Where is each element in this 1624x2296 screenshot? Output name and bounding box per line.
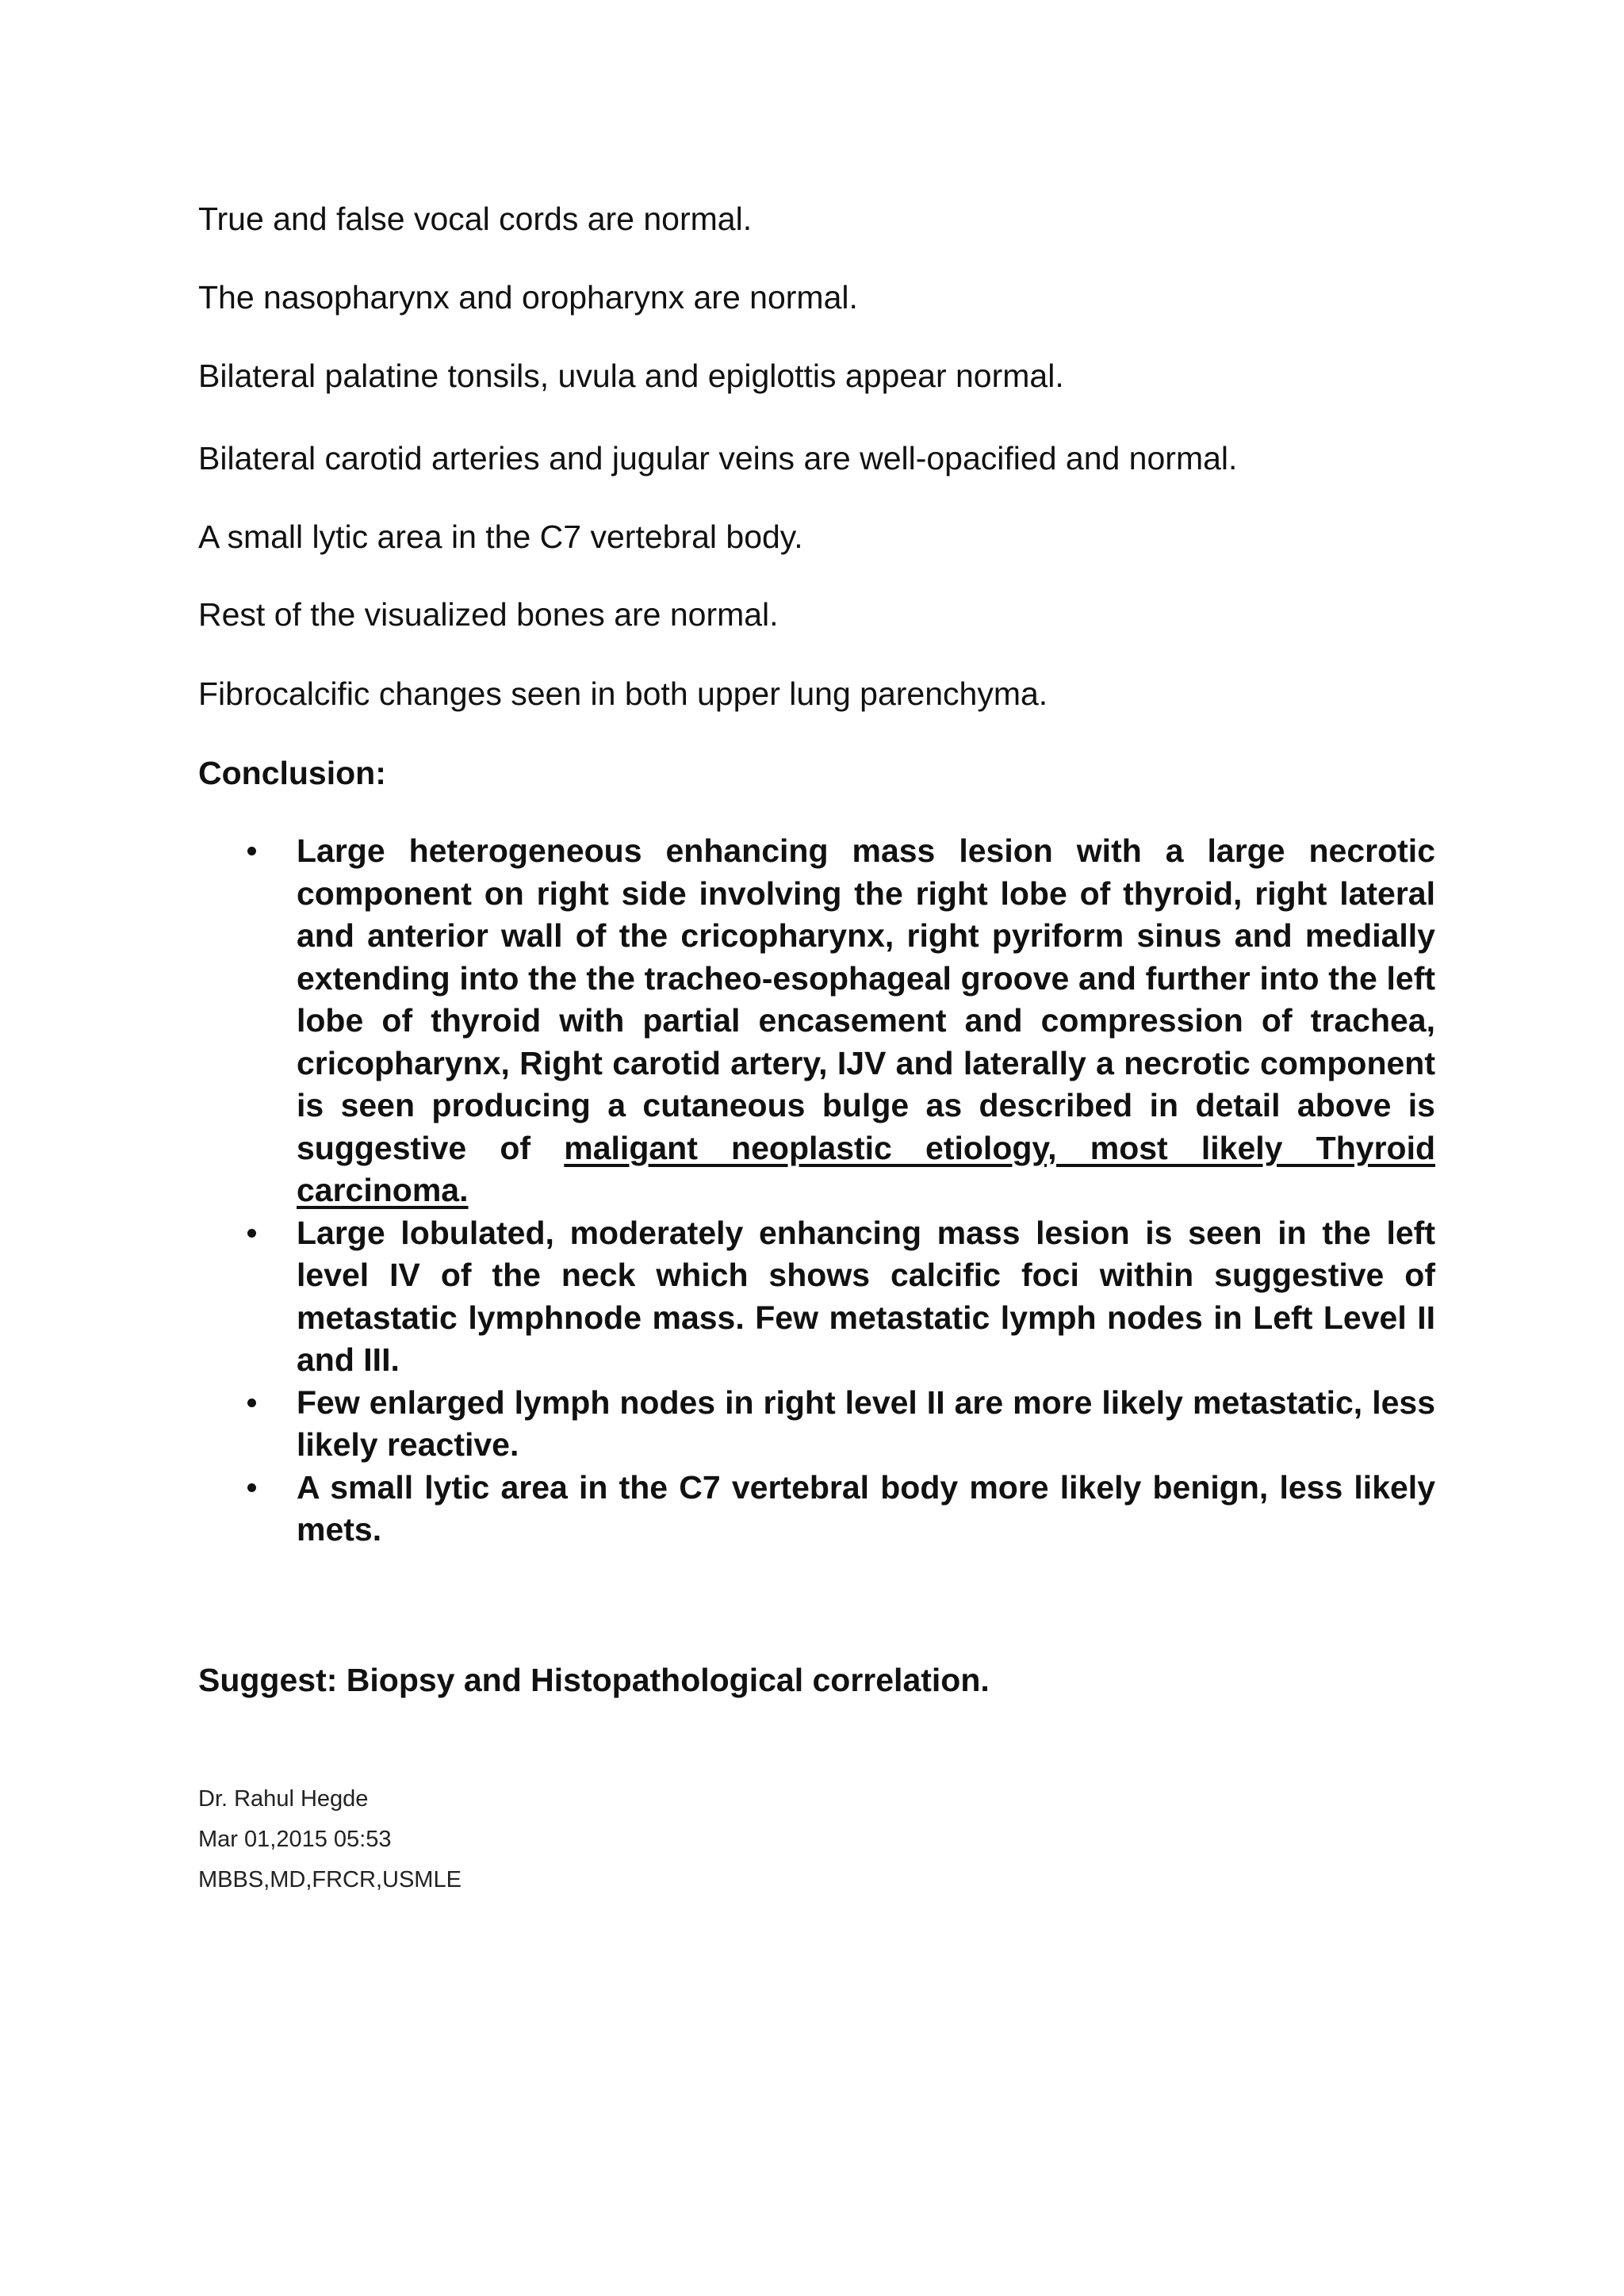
signature-datetime: Mar 01,2015 05:53 <box>198 1827 392 1852</box>
finding-bones: Rest of the visualized bones are normal. <box>198 596 779 633</box>
finding-c7-lytic: A small lytic area in the C7 vertebral body. <box>198 519 803 555</box>
conclusion-item <box>198 830 1435 1212</box>
bullet-dot-icon <box>247 1483 256 1492</box>
conclusion-item-text: Few enlarged lymph nodes in right level II are more likely metastatic, less likely reactive. <box>297 1383 1435 1463</box>
finding-pharynx: The nasopharynx and oropharynx are normal. <box>198 279 858 316</box>
finding-tonsils: Bilateral palatine tonsils, uvula and epiglottis appear normal. <box>198 358 1064 394</box>
suggestion: Suggest: Biopsy and Histopathological correlation. <box>198 1662 990 1698</box>
signature-credentials: MBBS,MD,FRCR,USMLE <box>198 1867 462 1892</box>
bullet-dot-icon <box>247 1229 256 1238</box>
conclusion-item <box>198 1212 1435 1382</box>
signature-name: Dr. Rahul Hegde <box>198 1786 369 1812</box>
conclusion-list <box>198 830 1435 1552</box>
conclusion-item-underlined: maligant neoplastic etiology, most likely Thyroid carcinoma. <box>297 1129 1436 1208</box>
finding-vocal-cords: True and false vocal cords are normal. <box>198 201 753 237</box>
finding-lungs: Fibrocalcific changes seen in both upper lung parenchyma. <box>198 675 1048 712</box>
conclusion-item-text: A small lytic area in the C7 vertebral body more likely benign, less likely mets. <box>297 1468 1435 1548</box>
bullet-dot-icon <box>247 847 256 855</box>
conclusion-item-text: Large lobulated, moderately enhancing mass lesion is seen in the left level IV of the neck which shows calcific foci within suggestive of metastatic lymphnode mass. Few metastatic lymph nodes in Left Level II and III. <box>297 1214 1435 1378</box>
conclusion-heading: Conclusion: <box>198 755 386 791</box>
conclusion-item-text: Large heterogeneous enhancing mass lesion with a large necrotic component on right side involving the right lobe of thyroid, right lateral and anterior wall of the cricopharynx, right pyriform sinus and medially extending into the the tracheo-esophageal groove and further into the left lobe of thyroid with partial encasement and compression of trachea, cricopharynx, Right carotid artery, IJV and laterally a necrotic component is seen producing a cutaneous bulge as described in detail above is suggestive of <box>297 832 1435 1166</box>
bullet-dot-icon <box>247 1399 256 1407</box>
conclusion-item <box>198 1382 1435 1467</box>
signature-block <box>198 1779 462 1900</box>
conclusion-item <box>198 1467 1435 1552</box>
finding-vessels: Bilateral carotid arteries and jugular veins are well-opacified and normal. <box>198 440 1238 476</box>
